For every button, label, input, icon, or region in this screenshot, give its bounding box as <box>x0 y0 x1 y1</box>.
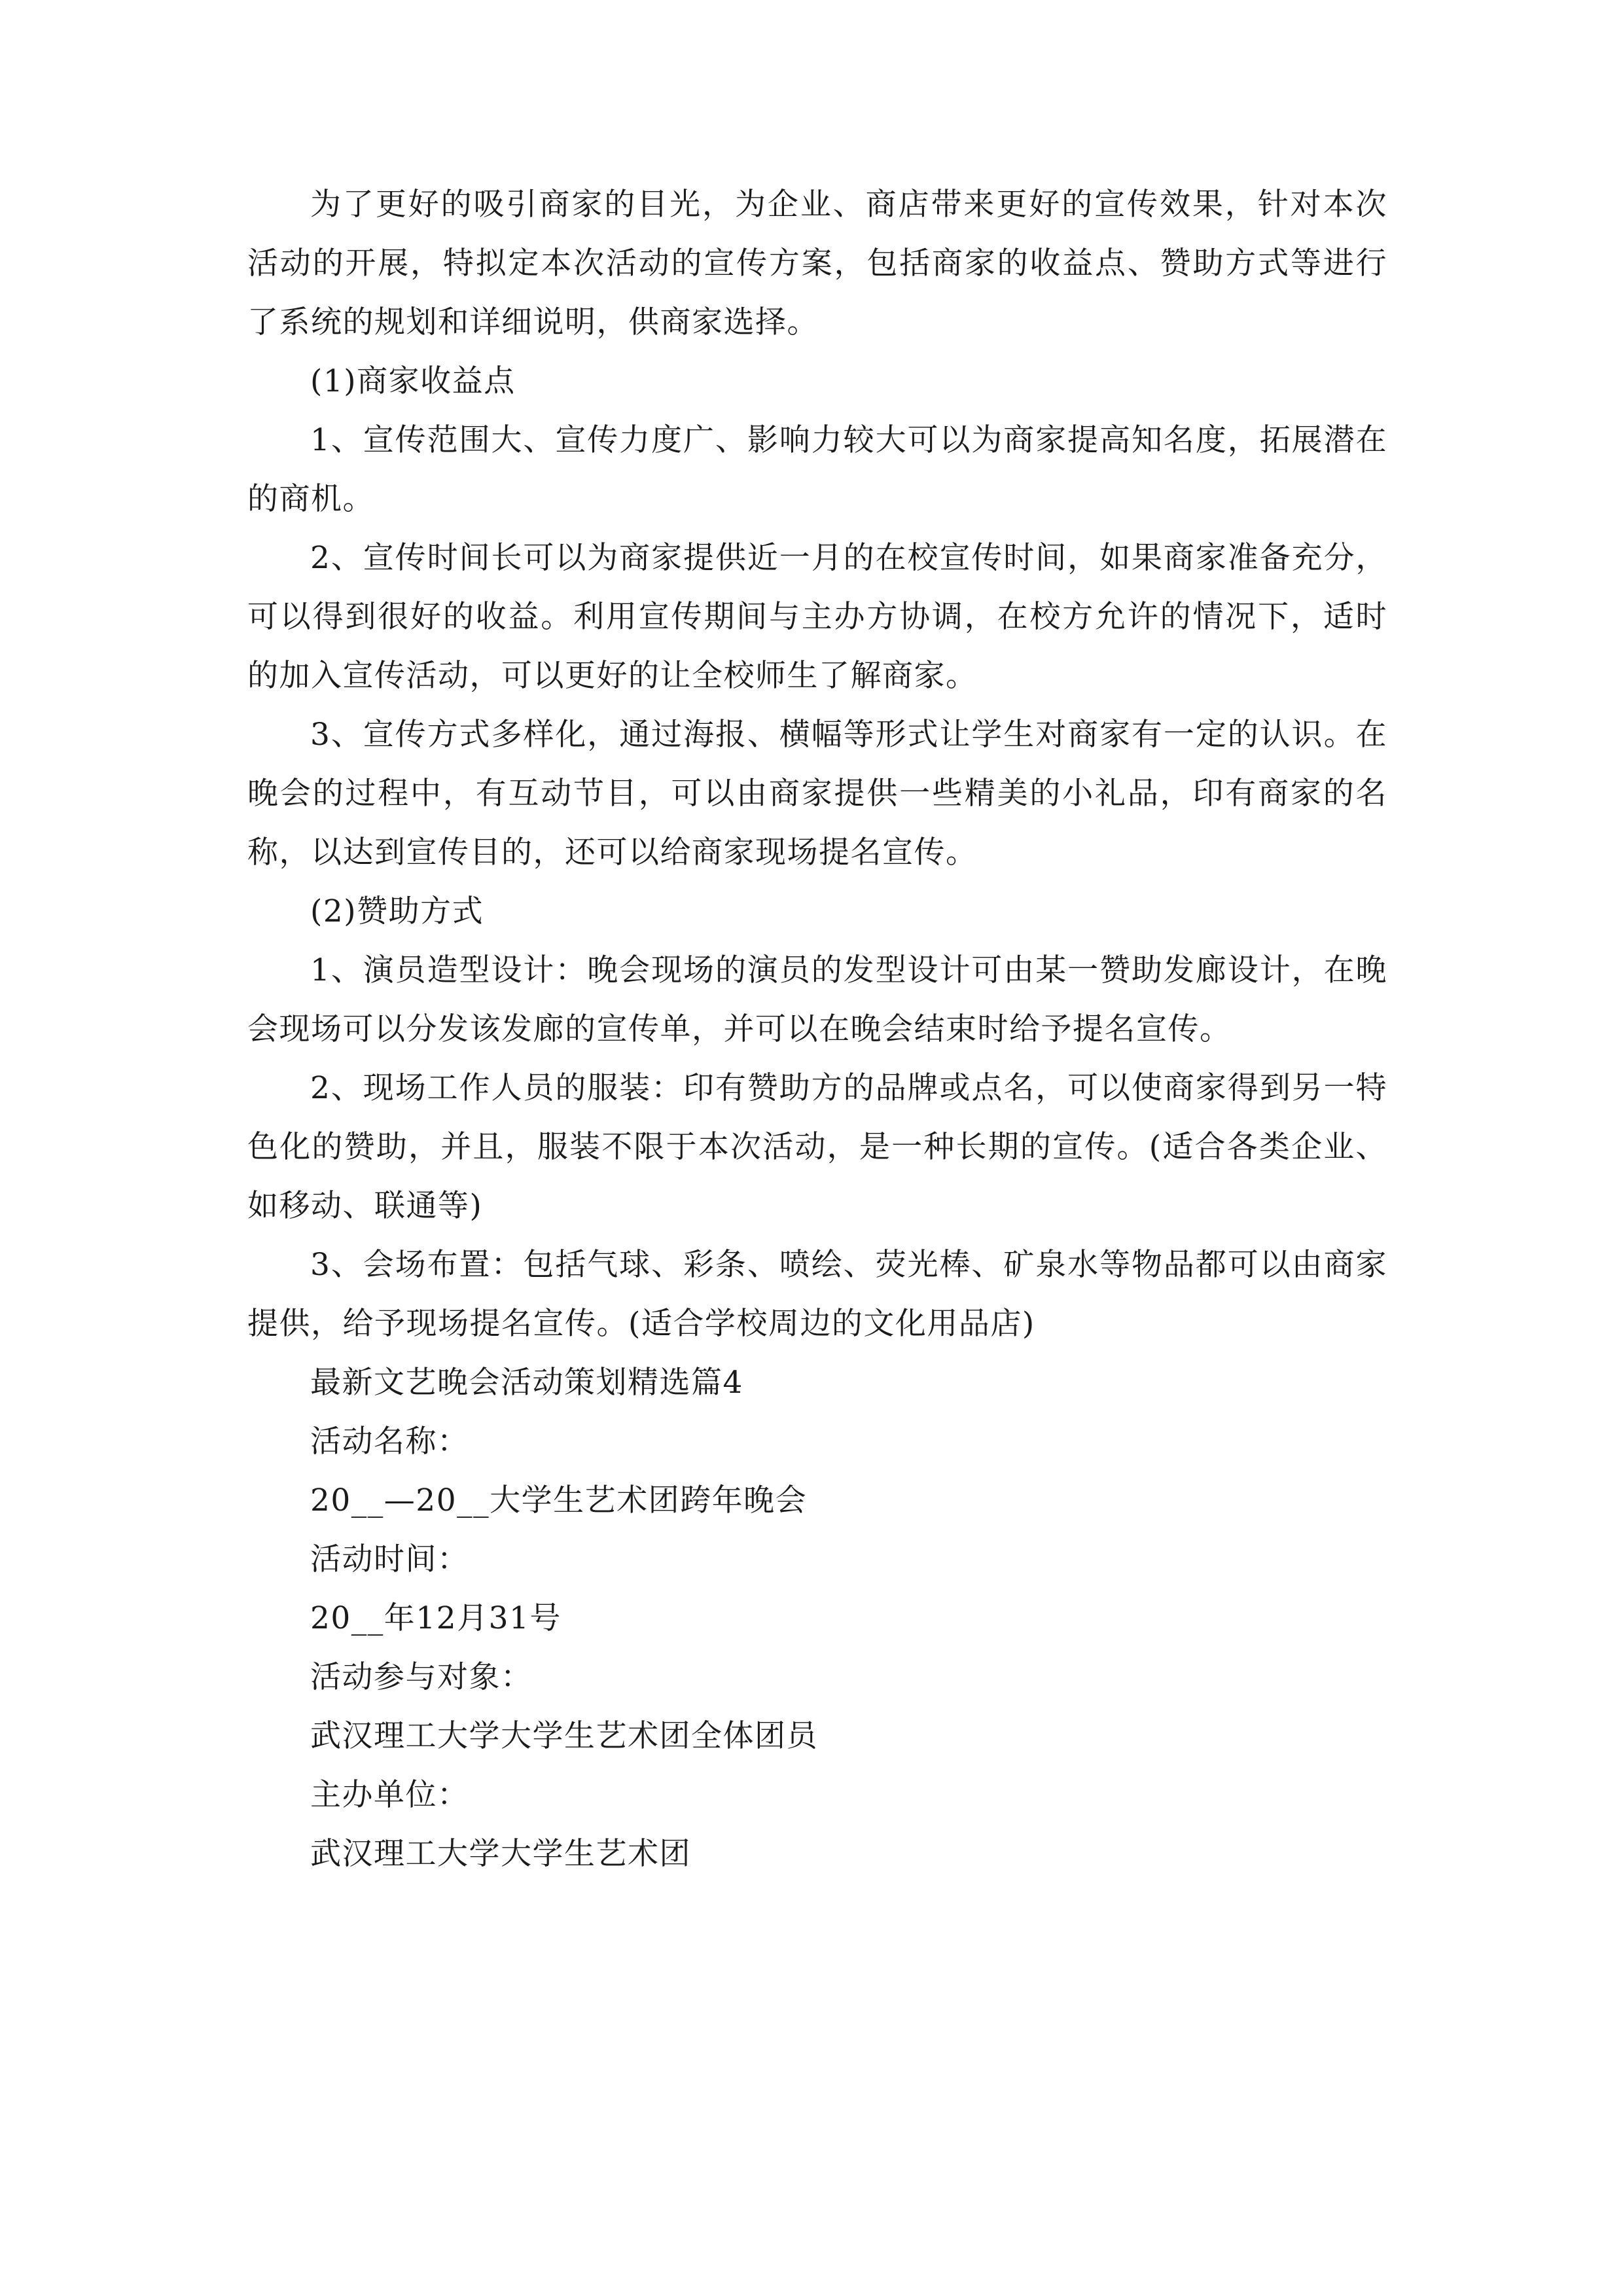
field-value-participants: 武汉理工大学大学生艺术团全体团员 <box>310 1718 818 1754</box>
section-heading-merchant-benefits: (1)商家收益点 <box>310 363 516 399</box>
field-label-activity-name: 活动名称： <box>310 1424 469 1460</box>
sponsorship-item-2: 2、现场工作人员的服装：印有赞助方的品牌或点名，可以使商家得到另一特色化的赞助，并且，服装不限于本次活动，是一种长期的宣传。(适合各类企业、如移动、联通等) <box>247 1070 1387 1224</box>
sponsorship-item-1: 1、演员造型设计：晚会现场的演员的发型设计可由某一赞助发廊设计，在晚会现场可以分发该发廊的宣传单，并可以在晚会结束时给予提名宣传。 <box>247 952 1387 1047</box>
field-label-participants: 活动参与对象： <box>310 1659 533 1695</box>
intro-paragraph: 为了更好的吸引商家的目光，为企业、商店带来更好的宣传效果，针对本次活动的开展，特拟定本次活动的宣传方案，包括商家的收益点、赞助方式等进行了系统的规划和详细说明，供商家选择。 <box>247 187 1387 340</box>
section-heading-sponsorship-methods: (2)赞助方式 <box>310 893 484 929</box>
article-title: 最新文艺晚会活动策划精选篇4 <box>310 1365 743 1401</box>
document-body <box>247 175 1387 1884</box>
benefit-item-1: 1、宣传范围大、宣传力度广、影响力较大可以为商家提高知名度，拓展潜在的商机。 <box>247 422 1387 517</box>
field-value-activity-name: 20__—20__大学生艺术团跨年晚会 <box>310 1482 808 1518</box>
field-value-activity-time: 20__年12月31号 <box>310 1600 562 1636</box>
benefit-item-2: 2、宣传时间长可以为商家提供近一月的在校宣传时间，如果商家准备充分，可以得到很好的收益。利用宣传期间与主办方协调，在校方允许的情况下，适时的加入宣传活动，可以更好的让全校师生了解商家。 <box>247 540 1387 694</box>
field-label-activity-time: 活动时间： <box>310 1541 469 1577</box>
sponsorship-item-3: 3、会场布置：包括气球、彩条、喷绘、荧光棒、矿泉水等物品都可以由商家提供，给予现场提名宣传。(适合学校周边的文化用品店) <box>247 1247 1387 1342</box>
field-label-organizer: 主办单位： <box>310 1777 469 1813</box>
benefit-item-3: 3、宣传方式多样化，通过海报、横幅等形式让学生对商家有一定的认识。在晚会的过程中，有互动节目，可以由商家提供一些精美的小礼品，印有商家的名称，以达到宣传目的，还可以给商家现场提名宣传。 <box>247 717 1387 870</box>
field-value-organizer: 武汉理工大学大学生艺术团 <box>310 1836 691 1872</box>
